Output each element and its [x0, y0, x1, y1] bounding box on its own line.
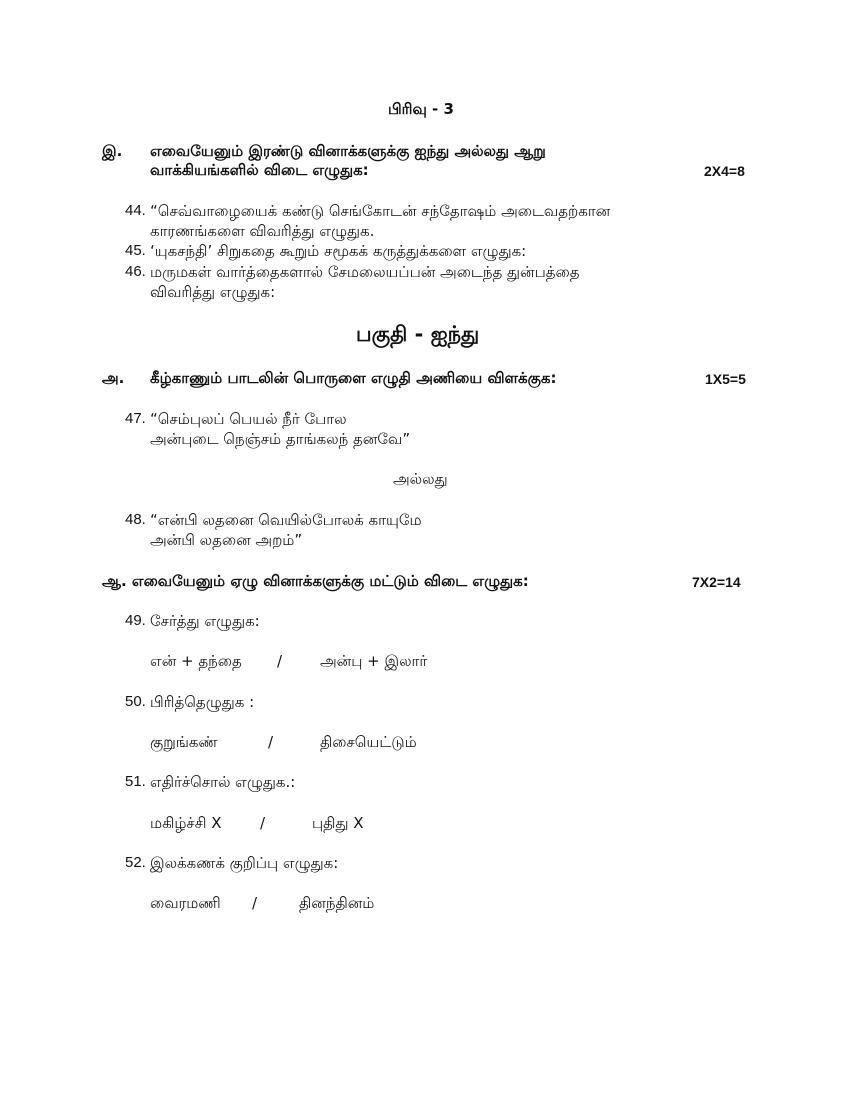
section-marker-a: அ.	[102, 369, 125, 387]
question-number-50: 50.	[125, 693, 146, 710]
section-aa-instruction: ஆ. எவையேனும் ஏழு வினாக்களுக்கு மட்டும் விடை எழுதுக:	[102, 572, 529, 590]
question-number-45: 45.	[125, 242, 146, 259]
question-number-44: 44.	[125, 202, 146, 219]
question-44-line2: காரணங்களை விவரித்து எழுதுக.	[150, 222, 375, 240]
question-51-option-b: புதிது X	[312, 814, 364, 832]
section-a-marks: 1X5=5	[705, 371, 746, 387]
question-52-separator: /	[252, 894, 258, 912]
question-47-line1: “செம்புலப் பெயல் நீர் போல	[150, 410, 347, 428]
section-i-instruction-line1: எவையேனும் இரண்டு வினாக்களுக்கு ஐந்து அல்லது ஆறு	[150, 142, 546, 160]
question-48-line1: “என்பி லதனை வெயில்போலக் காயுமே	[150, 511, 422, 529]
section-i-instruction-line2: வாக்கியங்களில் விடை எழுதுக:	[150, 161, 369, 179]
section-title-part5: பகுதி - ஐந்து	[356, 322, 480, 346]
question-48-line2: அன்பி லதனை அறம்”	[150, 531, 303, 549]
question-number-52: 52.	[125, 854, 146, 871]
question-51-separator: /	[260, 814, 266, 832]
question-46-line2: விவரித்து எழுதுக:	[150, 283, 276, 301]
question-50-separator: /	[268, 733, 274, 751]
question-51-option-a: மகிழ்ச்சி X	[150, 814, 222, 832]
section-aa-marks: 7X2=14	[692, 574, 741, 590]
question-number-48: 48.	[125, 511, 146, 528]
question-51-text: எதிர்ச்சொல் எழுதுக.:	[150, 773, 296, 791]
section-marker-i: இ.	[102, 142, 123, 160]
question-52-option-b: தினந்தினம்	[299, 894, 375, 912]
section-i-marks: 2X4=8	[704, 163, 745, 179]
question-50-option-a: குறுங்கண்	[150, 733, 218, 751]
section-title-part3: பிரிவு - 3	[388, 100, 454, 118]
question-47-line2: அன்புடை நெஞ்சம் தாங்கலந் தனவே”	[150, 430, 411, 448]
section-a-instruction: கீழ்காணும் பாடலின் பொருளை எழுதி அணியை விளக்குக:	[150, 369, 557, 387]
question-50-option-b: திசையெட்டும்	[320, 733, 417, 751]
question-46-line1: மருமகள் வார்த்தைகளால் சேமலையப்பன் அடைந்த துன்பத்தை	[150, 263, 580, 281]
question-49-option-b: அன்பு + இலார்	[320, 652, 428, 670]
question-number-51: 51.	[125, 773, 146, 790]
question-44-line1: “செவ்வாழையைக் கண்டு செங்கோடன் சந்தோஷம் அடைவதற்கான	[150, 202, 611, 220]
question-52-option-a: வைரமணி	[150, 894, 221, 912]
question-49-text: சேர்த்து எழுதுக:	[150, 612, 260, 630]
question-50-text: பிரித்தெழுதுக :	[150, 693, 255, 711]
question-49-option-a: என் + தந்தை	[150, 652, 242, 670]
question-49-separator: /	[277, 652, 283, 670]
question-52-text: இலக்கணக் குறிப்பு எழுதுக:	[150, 854, 339, 872]
question-45-line1: ‘யுகசந்தி’ சிறுகதை கூறும் சமூகக் கருத்துக்களை எழுதுக:	[150, 242, 527, 260]
question-number-46: 46.	[125, 263, 146, 280]
question-number-49: 49.	[125, 612, 146, 629]
or-separator: அல்லது	[393, 470, 448, 488]
question-number-47: 47.	[125, 410, 146, 427]
